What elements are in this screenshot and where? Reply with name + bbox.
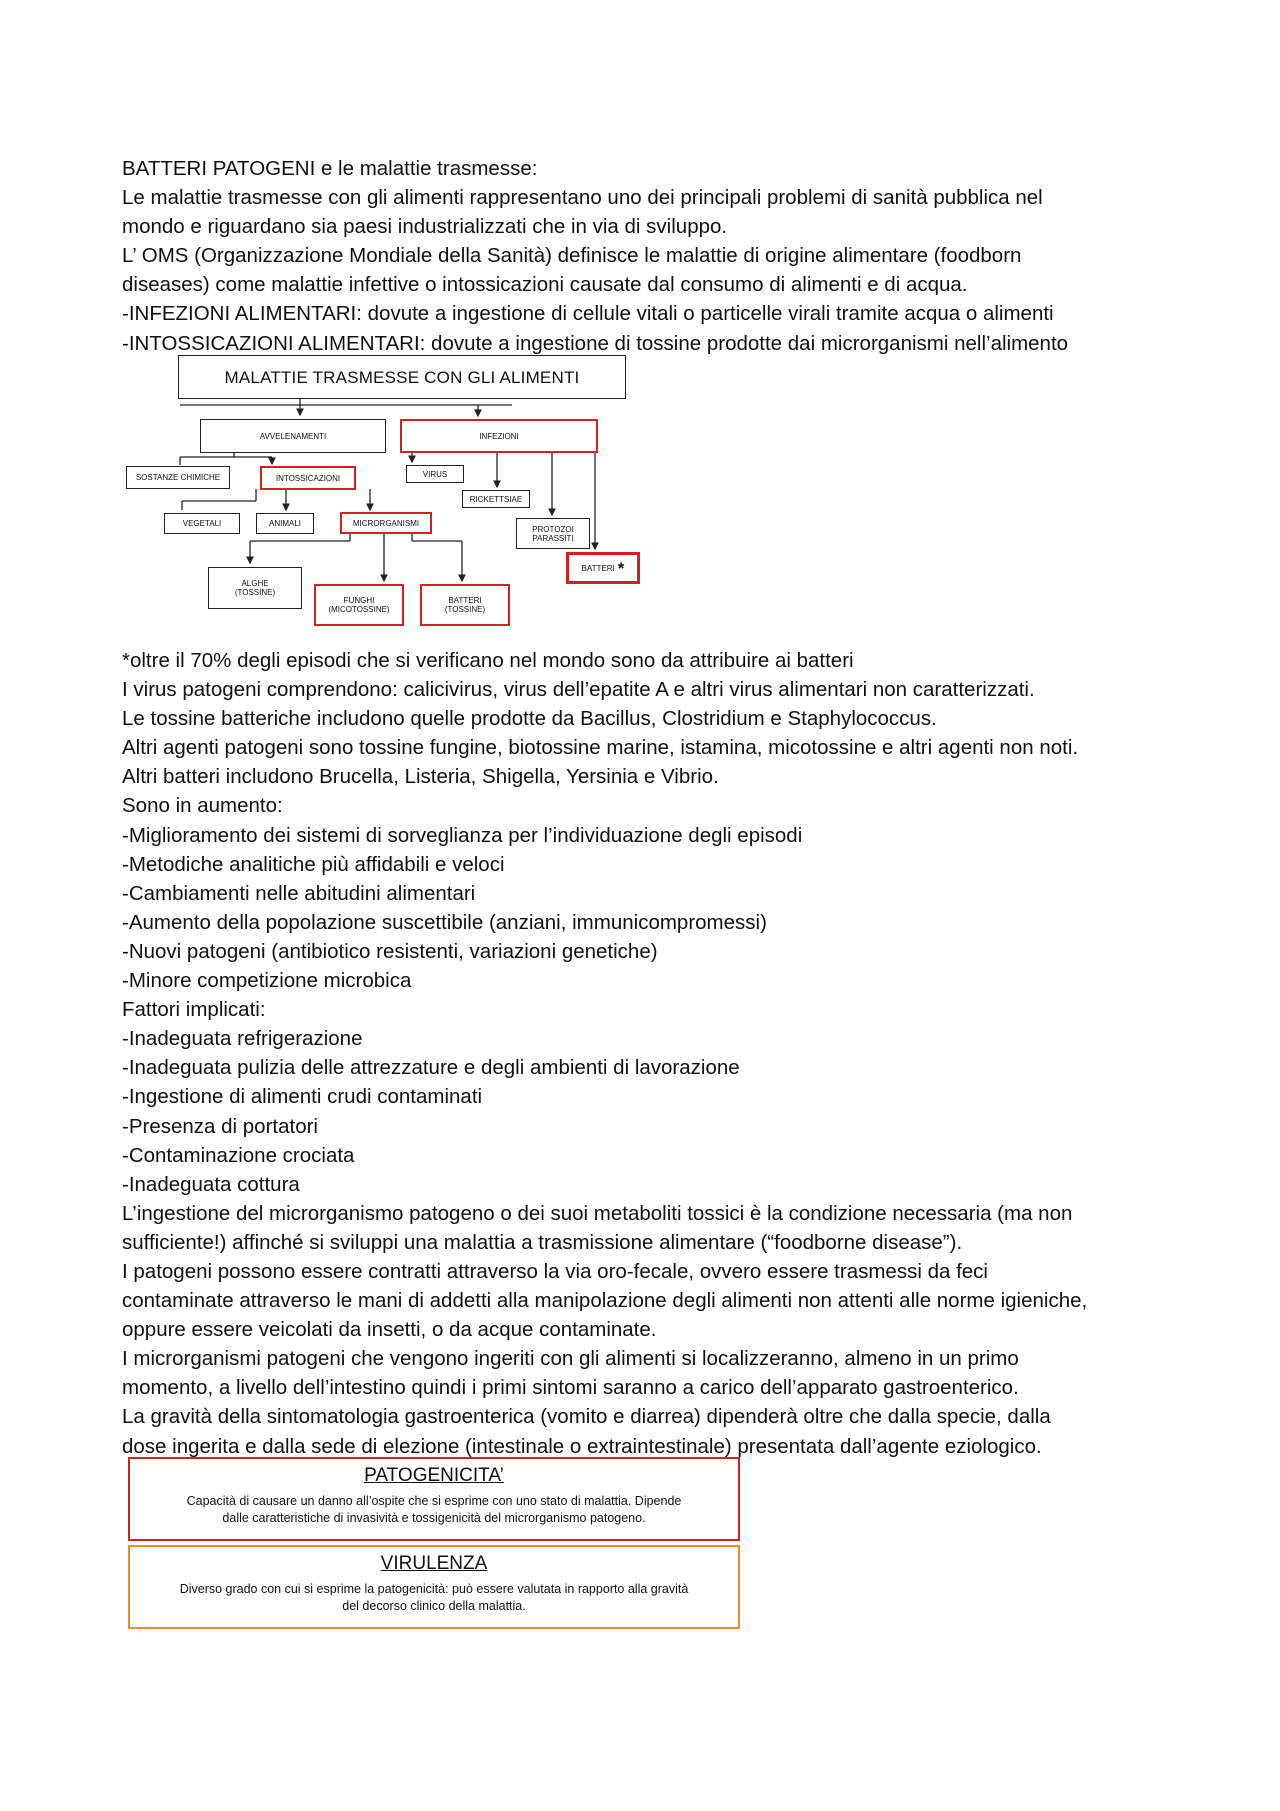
node-batteri [566, 552, 640, 584]
text-line: dose ingerita e dalla sede di elezione (intestinale o extraintestinale) presentata dall’agente eziologico. [122, 1434, 1042, 1458]
node-batteri-tossine [420, 584, 510, 626]
node-vegetali: VEGETALI [164, 513, 240, 534]
list-item: -Presenza di portatori [122, 1114, 318, 1138]
node-alghe [208, 567, 302, 609]
list-item: -Minore competizione microbica [122, 969, 412, 993]
text-line: Altri agenti patogeni sono tossine fungine, biotossine marine, istamina, micotossine e altri agenti non noti. [122, 736, 1079, 760]
body-section [122, 646, 1182, 1461]
label-batteri-tossine-sub: (TOSSINE) [444, 605, 486, 614]
text-line: La gravità della sintomatologia gastroenterica (vomito e diarrea) dipenderà oltre che dalla specie, dalla [122, 1405, 1051, 1429]
diagram-title: MALATTIE TRASMESSE CON GLI ALIMENTI [178, 355, 626, 399]
text-line: diseases) come malattie infettive o intossicazioni causate dal consumo di alimenti e di acqua. [122, 273, 968, 297]
list-item: -Contaminazione crociata [122, 1143, 355, 1167]
list-item: -Nuovi patogeni (antibiotico resistenti, variazioni genetiche) [122, 939, 658, 963]
virulenza-box [128, 1545, 740, 1629]
asterisk-marker: * [617, 558, 625, 578]
list-item: -Cambiamenti nelle abitudini alimentari [122, 881, 476, 905]
node-sostanze-chimiche: SOSTANZE CHIMICHE [126, 466, 230, 489]
node-protozoi-parassiti [516, 518, 590, 549]
label-alghe-sub: (TOSSINE) [234, 588, 276, 597]
node-virus: VIRUS [406, 465, 464, 483]
section-heading: BATTERI PATOGENI e le malattie trasmesse: [122, 157, 538, 180]
text-line: -INTOSSICAZIONI ALIMENTARI: dovute a ingestione di tossine prodotte dai microrganismi nell’alimento [122, 331, 1069, 355]
text-line: Sono in aumento: [122, 794, 283, 818]
text-line: Le tossine batteriche includono quelle prodotte da Bacillus, Clostridium e Staphylococcus. [122, 707, 937, 731]
text-line: sufficiente!) affinché si sviluppi una malattia a trasmissione alimentare (“foodborne disease”). [122, 1230, 963, 1254]
text-line: mondo e riguardano sia paesi industrializzati che in via di sviluppo. [122, 215, 728, 239]
intro-section [122, 154, 1182, 358]
node-microrganismi: MICRORGANISMI [340, 512, 432, 534]
patogenicita-title: PATOGENICITA’ [364, 1465, 504, 1486]
list-item: -Miglioramento dei sistemi di sorveglianza per l’individuazione degli episodi [122, 823, 803, 847]
text-line: I virus patogeni comprendono: calicivirus, virus dell’epatite A e altri virus alimentari non caratterizzati. [122, 678, 1035, 702]
classification-diagram [122, 353, 642, 637]
patogenicita-box [128, 1457, 740, 1541]
list-item: -Inadeguata pulizia delle attrezzature e degli ambienti di lavorazione [122, 1056, 740, 1080]
node-avvelenamenti: AVVELENAMENTI [200, 419, 386, 453]
text-line: Le malattie trasmesse con gli alimenti rappresentano uno dei principali problemi di sanità pubblica nel [122, 186, 1043, 210]
text-line: momento, a livello dell’intestino quindi i primi sintomi saranno a carico dell’apparato gastroenterico. [122, 1376, 1019, 1400]
label-funghi: FUNGHI [343, 596, 375, 605]
text-line: -INFEZIONI ALIMENTARI: dovute a ingestione di cellule vitali o particelle virali tramite acqua o alimenti [122, 302, 1054, 326]
text-line: I microrganismi patogeni che vengono ingeriti con gli alimenti si localizzeranno, almeno in un primo [122, 1347, 1019, 1371]
patogenicita-text: Capacità di causare un danno all’ospite che si esprime con uno stato di malattia. Dipende [186, 1494, 682, 1508]
virulenza-text: del decorso clinico della malattia. [342, 1599, 526, 1613]
label-batteri-tossine: BATTERI [448, 596, 482, 605]
text-line: I patogeni possono essere contratti attraverso la via oro-fecale, ovvero essere trasmessi da feci [122, 1259, 988, 1283]
label-batteri: BATTERI [581, 563, 615, 573]
label-funghi-sub: (MICOTOSSINE) [328, 605, 390, 614]
list-item: -Ingestione di alimenti crudi contaminati [122, 1085, 483, 1109]
list-item: -Inadeguata cottura [122, 1172, 300, 1196]
label-alghe: ALGHE [241, 579, 269, 588]
text-line: Altri batteri includono Brucella, Listeria, Shigella, Yersinia e Vibrio. [122, 765, 719, 789]
node-rickettsiae: RICKETTSIAE [462, 490, 530, 508]
virulenza-title: VIRULENZA [380, 1553, 488, 1574]
list-item: -Metodiche analitiche più affidabili e veloci [122, 852, 505, 876]
text-line: L’ingestione del microrganismo patogeno o dei suoi metaboliti tossici è la condizione necessaria (ma non [122, 1201, 1073, 1225]
patogenicita-text: dalle caratteristiche di invasività e tossigenicità del microrganismo patogeno. [222, 1511, 646, 1525]
node-infezioni: INFEZIONI [400, 419, 598, 453]
label-parassiti: PARASSITI [532, 533, 574, 543]
node-funghi [314, 584, 404, 626]
list-item: -Aumento della popolazione suscettibile (anziani, immunicompromessi) [122, 910, 767, 934]
text-line: Fattori implicati: [122, 998, 266, 1022]
footnote-line: *oltre il 70% degli episodi che si verificano nel mondo sono da attribuire ai batteri [122, 649, 854, 672]
virulenza-text: Diverso grado con cui si esprime la patogenicità: può essere valutata in rapporto alla gravità [179, 1582, 689, 1596]
text-line: oppure essere veicolati da insetti, o da acque contaminate. [122, 1318, 657, 1342]
definitions-panel [128, 1457, 740, 1629]
list-item: -Inadeguata refrigerazione [122, 1027, 363, 1051]
node-animali: ANIMALI [256, 513, 314, 534]
node-intossicazioni: INTOSSICAZIONI [260, 466, 356, 490]
text-line: L’ OMS (Organizzazione Mondiale della Sanità) definisce le malattie di origine alimentare (foodborn [122, 244, 1022, 268]
text-line: contaminate attraverso le mani di addetti alla manipolazione degli alimenti non attenti alle norme igieniche, [122, 1289, 1088, 1313]
label-protozoi: PROTOZOI [532, 524, 574, 534]
